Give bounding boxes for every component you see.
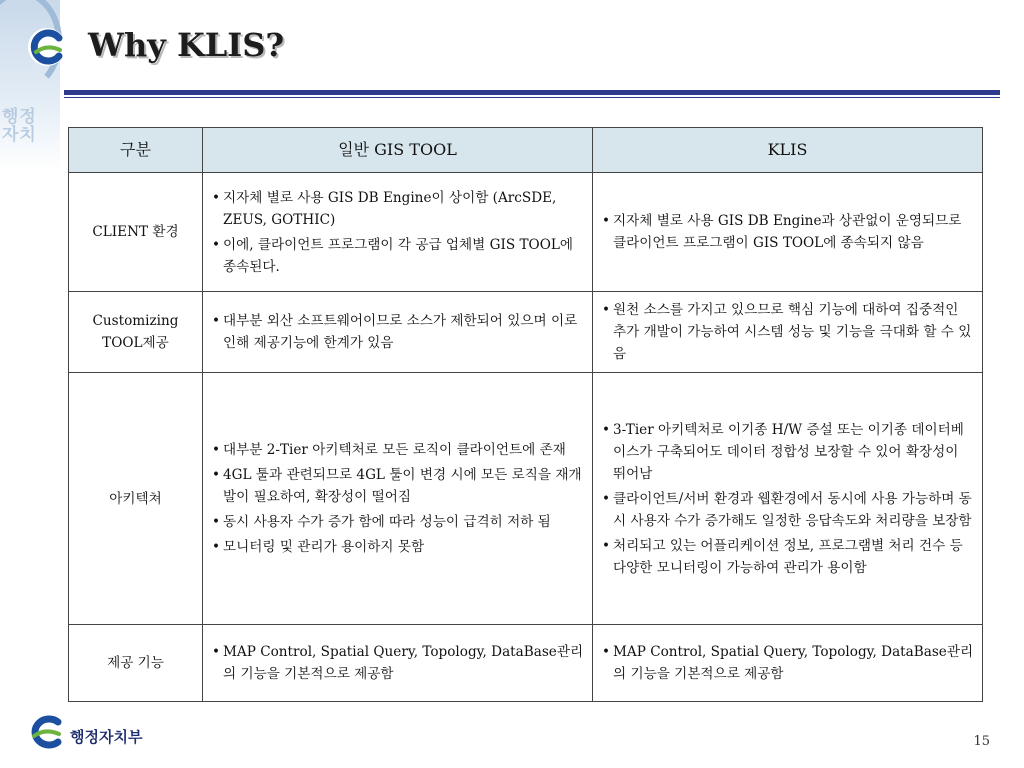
- table-row: [69, 292, 983, 373]
- list-item: • 클라이언트/서버 환경과 웹환경에서 동시에 사용 가능하며 동시 사용자 수가 증가해도 일정한 응답속도와 처리량을 보장함: [601, 488, 974, 532]
- klis-cell: [593, 292, 983, 373]
- list-item: • 처리되고 있는 어플리케이션 정보, 프로그램별 처리 건수 등 다양한 모니터링이 가능하여 관리가 용이함: [601, 535, 974, 579]
- table-row: [69, 373, 983, 625]
- row-category: 아키텍쳐: [69, 373, 203, 625]
- general-cell: [203, 173, 593, 292]
- general-cell: [203, 373, 593, 625]
- list-item: • MAP Control, Spatial Query, Topology, DataBase관리의 기능을 기본적으로 제공함: [601, 641, 974, 685]
- list-item: • 대부분 2-Tier 아키텍처로 모든 로직이 클라이언트에 존재: [211, 439, 584, 461]
- title-divider-thin: [64, 97, 1000, 98]
- list-item: • 모니터링 및 관리가 용이하지 못함: [211, 536, 584, 558]
- list-item: • 동시 사용자 수가 증가 함에 따라 성능이 급격히 저하 됨: [211, 511, 584, 533]
- list-item: • 이에, 클라이언트 프로그램이 각 공급 업체별 GIS TOOL에 종속된다.: [211, 234, 584, 278]
- klis-cell: [593, 373, 983, 625]
- list-item: • 지자체 별로 사용 GIS DB Engine이 상이함 (ArcSDE, ZEUS, GOTHIC): [211, 187, 584, 231]
- page-title: Why KLIS?: [88, 26, 285, 64]
- page-number: 15: [973, 734, 990, 749]
- org-name: 행정자치부: [70, 728, 143, 746]
- title-divider-thick: [64, 90, 1000, 95]
- table-row: [69, 625, 983, 702]
- ministry-emblem-icon: [26, 714, 66, 750]
- list-item: • 원천 소스를 가지고 있으므로 핵심 기능에 대하여 집중적인 추가 개발이 가능하여 시스템 성능 및 기능을 극대화 할 수 있음: [601, 299, 974, 365]
- list-item: • MAP Control, Spatial Query, Topology, DataBase관리의 기능을 기본적으로 제공함: [211, 641, 584, 685]
- row-category: Customizing TOOL제공: [69, 292, 203, 373]
- header-category: 구분: [69, 128, 203, 173]
- table-header-row: [69, 128, 983, 173]
- list-item: • 3-Tier 아키텍처로 이기종 H/W 증설 또는 이기종 데이터베이스가 구축되어도 데이터 정합성 보장할 수 있어 확장성이 뛰어남: [601, 419, 974, 485]
- list-item: • 대부분 외산 소프트웨어이므로 소스가 제한되어 있으며 이로 인해 제공기능에 한계가 있음: [211, 310, 584, 354]
- comparison-table: [68, 127, 983, 702]
- list-item: • 4GL 툴과 관련되므로 4GL 툴이 변경 시에 모든 로직을 재개발이 필요하여, 확장성이 떨어짐: [211, 464, 584, 508]
- ministry-logo-icon: [26, 26, 68, 68]
- klis-cell: [593, 173, 983, 292]
- header-klis: KLIS: [593, 128, 983, 173]
- general-cell: [203, 625, 593, 702]
- klis-cell: [593, 625, 983, 702]
- list-item: • 지자체 별로 사용 GIS DB Engine과 상관없이 운영되므로 클라이언트 프로그램이 GIS TOOL에 종속되지 않음: [601, 210, 974, 254]
- header-general-gis: 일반 GIS TOOL: [203, 128, 593, 173]
- row-category: 제공 기능: [69, 625, 203, 702]
- general-cell: [203, 292, 593, 373]
- table-row: [69, 173, 983, 292]
- side-watermark-text: 행정자치: [2, 107, 37, 145]
- row-category: CLIENT 환경: [69, 173, 203, 292]
- footer-logo: [26, 712, 166, 752]
